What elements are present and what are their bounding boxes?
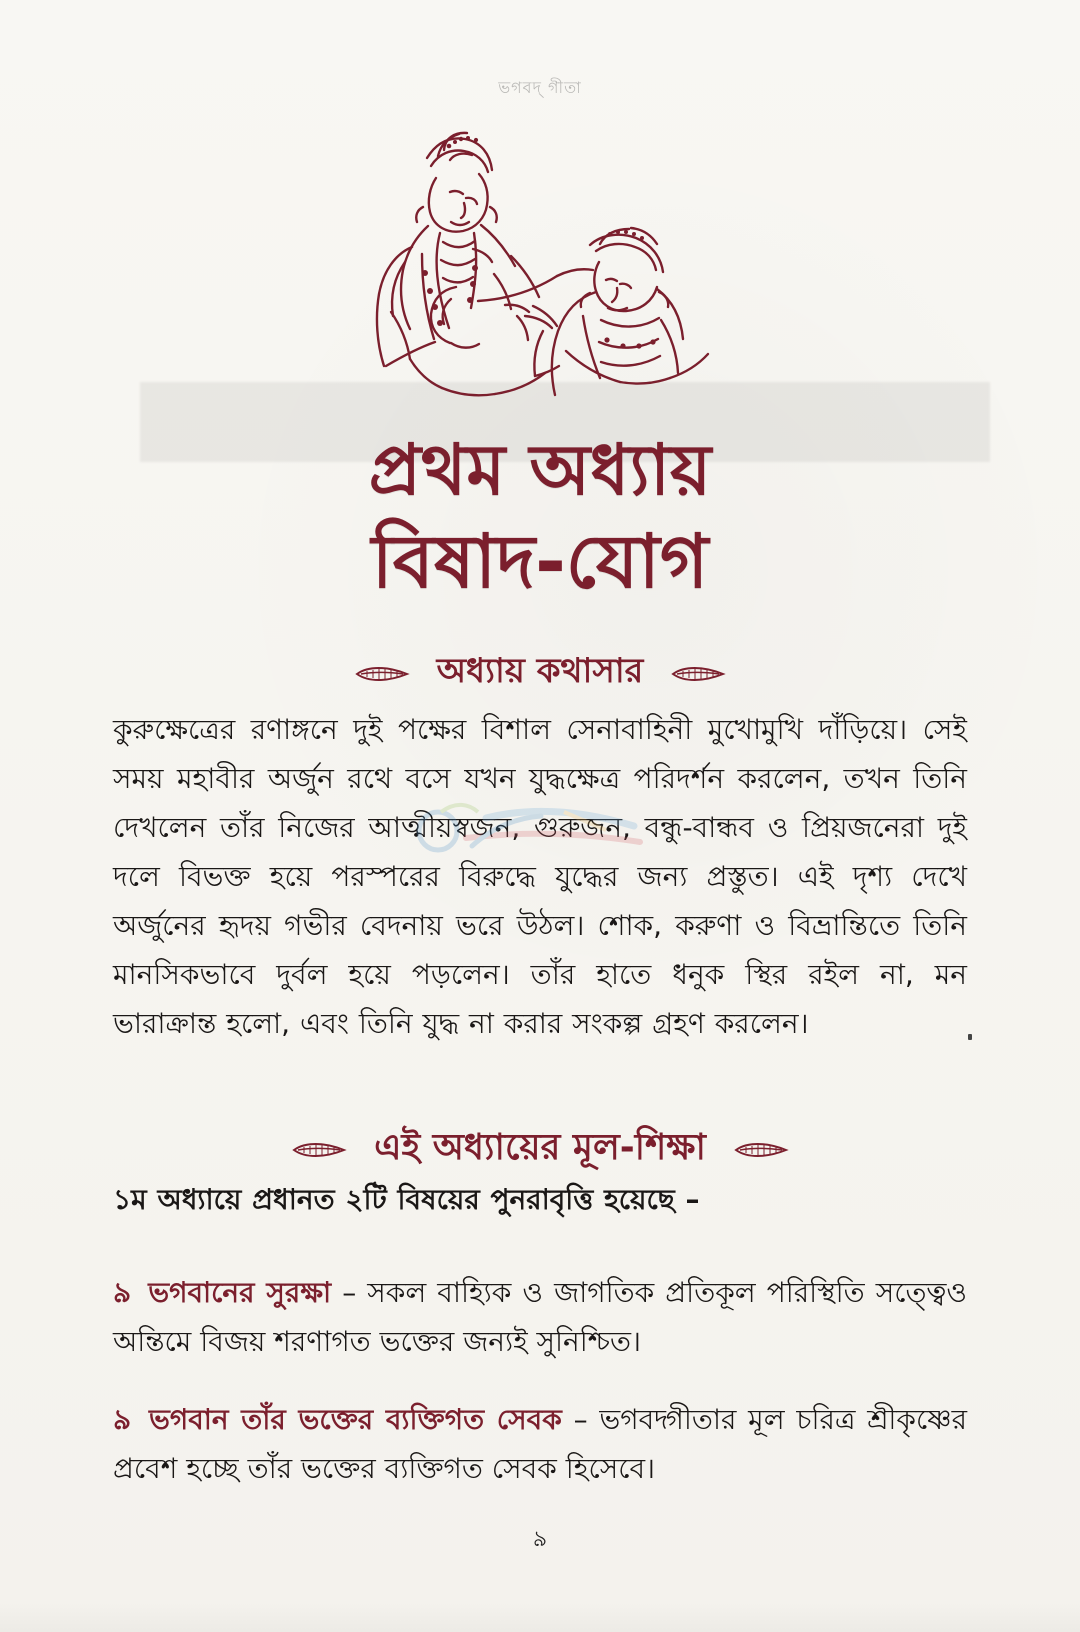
teaching-point — [113, 1395, 967, 1493]
leaf-ornament-icon — [353, 664, 411, 684]
summary-heading: অধ্যায় কথাসার — [436, 651, 644, 691]
chapter-summary: কুরুক্ষেত্রের রণাঙ্গনে দুই পক্ষের বিশাল সেনাবাহিনী মুখোমুখি দাঁড়িয়ে। সেই সময় মহাবীর অর্জুন রথে বসে যখন যুদ্ধক্ষেত্র পরিদর্শন করলেন, তখন তিনি দেখলেন তাঁর নিজের আত্মীয়স্বজন, গুরুজন, বন্ধু-বান্ধব ও প্রিয়জনেরা দুই দলে বিভক্ত হয়ে পরস্পরের বিরুদ্ধে যুদ্ধের জন্য প্রস্তুত। এই দৃশ্য দেখে অর্জুনের হৃদয় গভীর বেদনায় ভরে উঠল। শোক, করুণা ও বিভ্রান্তিতে তিনি মানসিকভাবে দুর্বল হয়ে পড়লেন। তাঁর হাতে ধনুক স্থির রইল না, মন ভারাক্রান্ত হলো, এবং তিনি যুদ্ধ না করার সংকল্প গ্রহণ করলেন। — [113, 713, 967, 1040]
chapter-subtitle: বিষাদ-যোগ — [371, 519, 709, 605]
teaching-point — [113, 1268, 967, 1366]
teaching-heading: এই অধ্যায়ের মূল-শিক্ষা — [374, 1127, 706, 1168]
teaching-intro: ১ম অধ্যায়ে প্রধানত ২টি বিষয়ের পুনরাবৃত্তি হয়েছে – — [113, 1183, 700, 1216]
teaching-heading-row — [0, 1120, 1080, 1180]
chapter-title: প্রথম অধ্যায় — [368, 429, 712, 511]
leaf-ornament-icon — [290, 1140, 348, 1160]
point-text: ভগবদ্গীতার মূল চরিত্র শ্রীকৃষ্ণের প্রবেশ হচ্ছে তাঁর ভক্তের ব্যক্তিগত সেবক হিসেবে। — [113, 1403, 967, 1485]
leaf-ornament-icon — [732, 1140, 790, 1160]
watermark-logo — [366, 790, 666, 870]
krishna-arjuna-illustration — [355, 130, 725, 420]
ink-mark — [968, 1034, 972, 1040]
running-head: ভগবদ্‌ গীতা — [498, 78, 582, 97]
point-lead: ভগবানের সুরক্ষা — [148, 1276, 332, 1309]
point-marker-icon: ৯ — [113, 1276, 132, 1309]
summary-heading-row — [0, 645, 1080, 702]
page-shadow — [0, 1602, 1080, 1632]
point-dash: – — [342, 1276, 368, 1309]
point-text: সকল বাহ্যিক ও জাগতিক প্রতিকূল পরিস্থিতি সত্ত্বেও অন্তিমে বিজয় শরণাগত ভক্তের জন্যই সুনিশ্চিত। — [113, 1276, 968, 1358]
point-dash: – — [573, 1403, 600, 1436]
leaf-ornament-icon — [669, 664, 727, 684]
point-marker-icon: ৯ — [113, 1403, 132, 1436]
page-number: ৯ — [532, 1527, 548, 1552]
point-lead: ভগবান তাঁর ভক্তের ব্যক্তিগত সেবক — [148, 1403, 562, 1436]
